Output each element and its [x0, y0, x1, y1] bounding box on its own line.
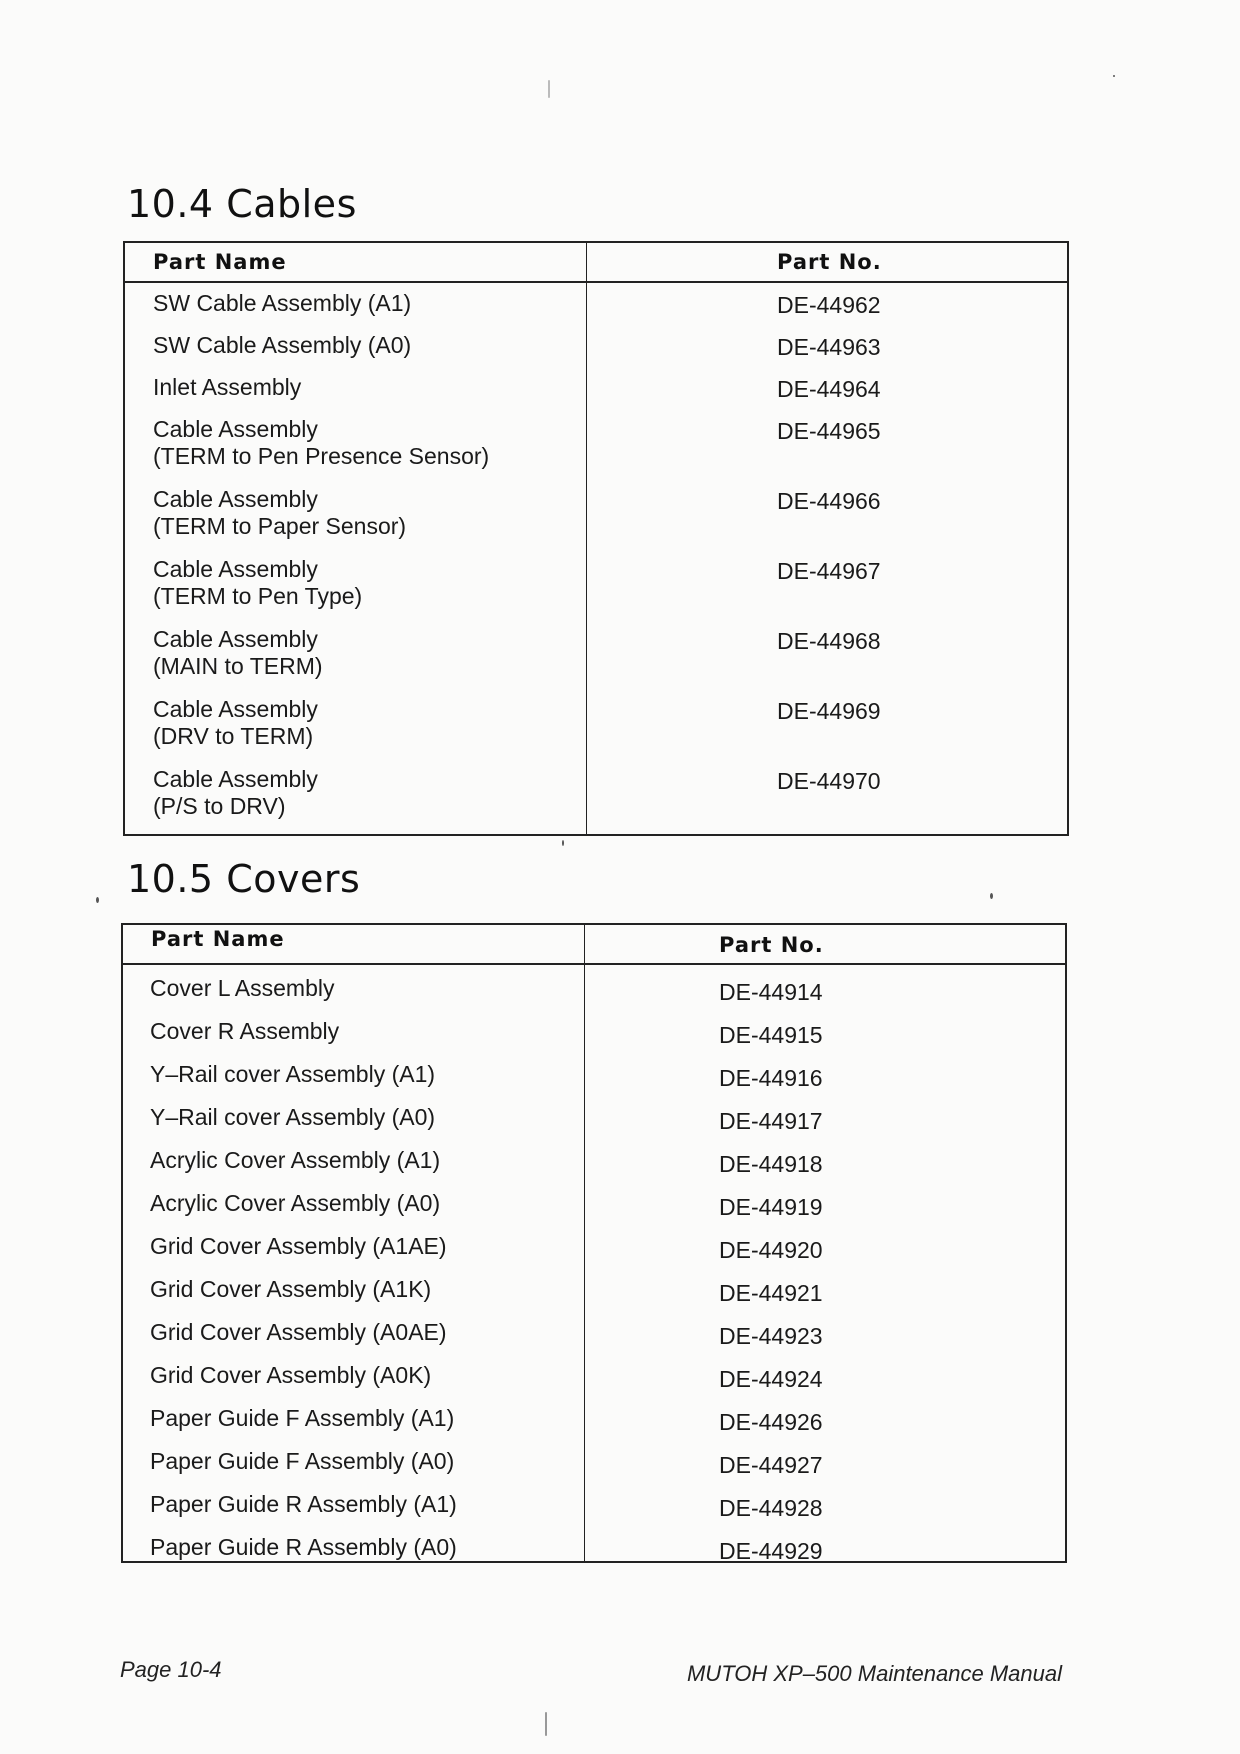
part-number: DE-44914: [719, 979, 823, 1005]
part-number: DE-44929: [719, 1538, 823, 1564]
part-number: DE-44962: [777, 292, 881, 318]
cables-rows: [125, 290, 1067, 836]
part-number: DE-44927: [719, 1452, 823, 1478]
table-header: [123, 925, 1065, 965]
part-number: DE-44915: [719, 1022, 823, 1048]
part-name: Acrylic Cover Assembly (A1): [150, 1147, 441, 1173]
part-name: Cable Assembly (TERM to Pen Type): [153, 556, 363, 609]
part-name: Cable Assembly (DRV to TERM): [153, 696, 318, 749]
table-row: [123, 1147, 1065, 1190]
table-row: [123, 1362, 1065, 1405]
table-row: [123, 1061, 1065, 1104]
part-number: DE-44963: [777, 334, 881, 360]
part-number: DE-44968: [777, 628, 881, 654]
part-number: DE-44966: [777, 488, 881, 514]
part-name-detail: (DRV to TERM): [153, 723, 314, 749]
covers-section-title: 10.5 Covers: [127, 857, 361, 901]
manual-title: MUTOH XP–500 Maintenance Manual: [686, 1661, 1062, 1686]
covers-parts-table: [121, 923, 1067, 1563]
part-name: Paper Guide F Assembly (A0): [150, 1448, 455, 1474]
part-name: SW Cable Assembly (A0): [153, 332, 412, 358]
part-name: Paper Guide F Assembly (A1): [150, 1405, 455, 1431]
scan-speck: [545, 1712, 547, 1736]
scan-speck: [562, 840, 564, 846]
part-number: DE-44923: [719, 1323, 823, 1349]
part-number: DE-44970: [777, 768, 881, 794]
table-row: [125, 696, 1067, 766]
page-number: Page 10-4: [120, 1657, 222, 1682]
table-header: [125, 243, 1067, 283]
covers-rows: [123, 975, 1065, 1577]
part-number: DE-44969: [777, 698, 881, 724]
part-name: Grid Cover Assembly (A1K): [150, 1276, 432, 1302]
table-row: [125, 766, 1067, 836]
part-number: DE-44965: [777, 418, 881, 444]
table-row: [125, 332, 1067, 374]
part-name: Grid Cover Assembly (A0AE): [150, 1319, 447, 1345]
part-name-detail: (TERM to Paper Sensor): [153, 513, 407, 539]
table-row: [123, 975, 1065, 1018]
table-row: [123, 1233, 1065, 1276]
part-name: Cable Assembly (P/S to DRV): [153, 766, 318, 819]
part-name-detail: (TERM to Pen Type): [153, 583, 363, 609]
table-row: [125, 486, 1067, 556]
table-row: [123, 1448, 1065, 1491]
scan-speck: [990, 893, 993, 899]
table-row: [123, 1018, 1065, 1061]
part-name: Cable Assembly (TERM to Paper Sensor): [153, 486, 407, 539]
table-row: [123, 1491, 1065, 1534]
part-number: DE-44916: [719, 1065, 823, 1091]
scan-speck: [548, 80, 550, 98]
part-number: DE-44924: [719, 1366, 823, 1392]
part-number: DE-44919: [719, 1194, 823, 1220]
part-name: Inlet Assembly: [153, 374, 302, 400]
part-name: Cable Assembly (TERM to Pen Presence Sensor): [153, 416, 490, 469]
part-name: Grid Cover Assembly (A1AE): [150, 1233, 447, 1259]
header-part-name: Part Name: [151, 927, 285, 951]
part-number: DE-44964: [777, 376, 881, 402]
part-number: DE-44921: [719, 1280, 823, 1306]
table-row: [123, 1319, 1065, 1362]
part-name: Paper Guide R Assembly (A0): [150, 1534, 457, 1560]
part-name: Cable Assembly (MAIN to TERM): [153, 626, 323, 679]
part-name: Cover L Assembly: [150, 975, 335, 1001]
part-name: Y–Rail cover Assembly (A1): [150, 1061, 436, 1087]
part-number: DE-44928: [719, 1495, 823, 1521]
part-name: Grid Cover Assembly (A0K): [150, 1362, 432, 1388]
table-row: [123, 1276, 1065, 1319]
part-number: DE-44918: [719, 1151, 823, 1177]
part-number: DE-44920: [719, 1237, 823, 1263]
cables-parts-table: [123, 241, 1069, 836]
part-name-detail: (P/S to DRV): [153, 793, 286, 819]
header-part-name: Part Name: [153, 250, 287, 274]
part-name: Cover R Assembly: [150, 1018, 340, 1044]
part-name-detail: (MAIN to TERM): [153, 653, 323, 679]
table-row: [125, 290, 1067, 332]
table-row: [125, 416, 1067, 486]
part-name: SW Cable Assembly (A1): [153, 290, 412, 316]
part-name: Paper Guide R Assembly (A1): [150, 1491, 457, 1517]
header-part-no: Part No.: [719, 933, 824, 957]
part-name: Y–Rail cover Assembly (A0): [150, 1104, 436, 1130]
table-row: [125, 374, 1067, 416]
cables-section-title: 10.4 Cables: [127, 182, 357, 226]
scan-speck: [96, 897, 99, 903]
table-row: [123, 1405, 1065, 1448]
part-name-detail: (TERM to Pen Presence Sensor): [153, 443, 490, 469]
table-row: [123, 1190, 1065, 1233]
part-number: DE-44967: [777, 558, 881, 584]
part-name: Acrylic Cover Assembly (A0): [150, 1190, 441, 1216]
table-row: [123, 1534, 1065, 1577]
header-part-no: Part No.: [777, 250, 882, 274]
scan-speck: [1113, 75, 1115, 77]
table-row: [125, 626, 1067, 696]
table-row: [125, 556, 1067, 626]
table-row: [123, 1104, 1065, 1147]
part-number: DE-44917: [719, 1108, 823, 1134]
part-number: DE-44926: [719, 1409, 823, 1435]
